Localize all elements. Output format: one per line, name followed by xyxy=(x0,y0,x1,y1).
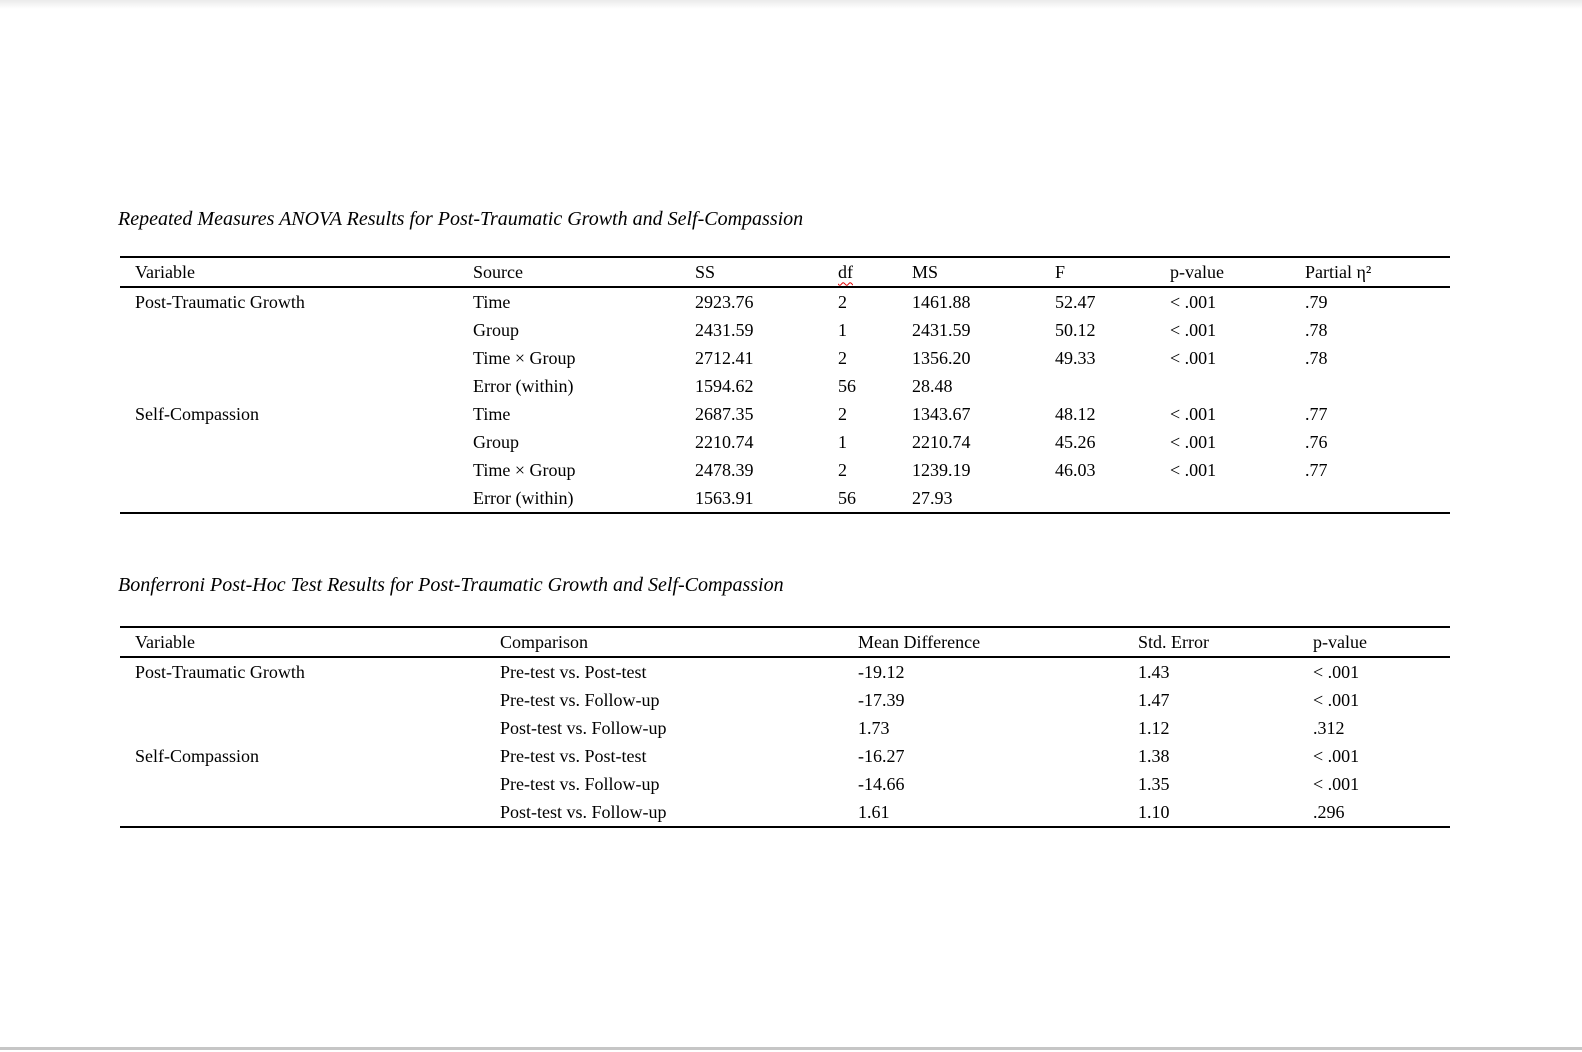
table-cell xyxy=(1170,372,1305,400)
table-cell: < .001 xyxy=(1170,459,1217,480)
table-cell: 28.48 xyxy=(912,375,953,396)
table-cell: 2687.35 xyxy=(695,403,754,424)
table-row xyxy=(120,742,1450,770)
table-row xyxy=(120,372,1450,400)
table-cell: 45.26 xyxy=(1055,431,1096,452)
table-cell xyxy=(1170,484,1305,513)
table-cell: -16.27 xyxy=(858,745,905,766)
table-cell: < .001 xyxy=(1170,431,1217,452)
horizontal-scrollbar-track[interactable] xyxy=(0,1047,1582,1050)
column-header: MS xyxy=(912,257,1055,287)
table-cell: 1239.19 xyxy=(912,459,971,480)
table-row xyxy=(120,798,1450,827)
table-row xyxy=(120,770,1450,798)
posthoc-results-table xyxy=(120,626,1450,828)
table-cell: 2923.76 xyxy=(695,291,754,312)
table-cell: .79 xyxy=(1305,291,1328,312)
table-cell xyxy=(1055,372,1170,400)
table-cell: Post-test vs. Follow-up xyxy=(500,717,667,738)
table-cell: 49.33 xyxy=(1055,347,1096,368)
column-header: F xyxy=(1055,257,1170,287)
table-cell: 1.35 xyxy=(1138,773,1170,794)
table-cell: 2712.41 xyxy=(695,347,754,368)
table-cell: .78 xyxy=(1305,347,1328,368)
table-row xyxy=(120,316,1450,344)
table-cell: 1356.20 xyxy=(912,347,971,368)
table-cell: 50.12 xyxy=(1055,319,1096,340)
table-cell: 56 xyxy=(838,487,856,508)
table-cell: 1.12 xyxy=(1138,717,1170,738)
table-cell: 56 xyxy=(838,375,856,396)
table-row xyxy=(120,428,1450,456)
table-row xyxy=(120,686,1450,714)
row-label-cell xyxy=(120,798,500,827)
row-label-cell xyxy=(120,484,473,513)
table-cell: 2431.59 xyxy=(912,319,971,340)
table-cell: Time xyxy=(473,403,511,424)
table-cell: .296 xyxy=(1313,801,1345,822)
table-cell: Error (within) xyxy=(473,375,574,396)
column-header: Comparison xyxy=(500,627,858,657)
column-header: SS xyxy=(695,257,838,287)
table-cell: 2 xyxy=(838,403,847,424)
table-cell: Time xyxy=(473,291,511,312)
anova-table-title: Repeated Measures ANOVA Results for Post-Traumatic Growth and Self-Compassion xyxy=(118,208,804,230)
table-cell: Pre-test vs. Follow-up xyxy=(500,689,660,710)
row-label-cell xyxy=(120,456,473,484)
row-label-cell: Post-Traumatic Growth xyxy=(135,661,305,682)
header-row xyxy=(120,257,1450,287)
table-cell: Pre-test vs. Follow-up xyxy=(500,773,660,794)
table-cell: .78 xyxy=(1305,319,1328,340)
table-cell: < .001 xyxy=(1170,291,1217,312)
table-cell: < .001 xyxy=(1170,319,1217,340)
row-label-cell xyxy=(120,714,500,742)
table-cell: 2431.59 xyxy=(695,319,754,340)
table-cell: 1.10 xyxy=(1138,801,1170,822)
table-row xyxy=(120,657,1450,686)
table-cell: 1 xyxy=(838,431,847,452)
table-row xyxy=(120,714,1450,742)
column-header: Std. Error xyxy=(1138,627,1313,657)
table-cell: 1.73 xyxy=(858,717,890,738)
table-cell: 1.43 xyxy=(1138,661,1170,682)
table-cell: 52.47 xyxy=(1055,291,1096,312)
column-header: Mean Difference xyxy=(858,627,1138,657)
table-cell: -14.66 xyxy=(858,773,905,794)
row-label-cell xyxy=(120,316,473,344)
table-cell: -19.12 xyxy=(858,661,905,682)
table-cell: Post-test vs. Follow-up xyxy=(500,801,667,822)
table-cell: 1 xyxy=(838,319,847,340)
table-cell: .76 xyxy=(1305,431,1328,452)
row-label-cell: Self-Compassion xyxy=(135,745,259,766)
table-cell: 1461.88 xyxy=(912,291,971,312)
table-cell: Pre-test vs. Post-test xyxy=(500,745,647,766)
row-label-cell: Post-Traumatic Growth xyxy=(135,291,305,312)
header-row xyxy=(120,627,1450,657)
table-cell: 48.12 xyxy=(1055,403,1096,424)
table-cell: 46.03 xyxy=(1055,459,1096,480)
page-top-edge-shadow xyxy=(0,0,1582,9)
table-row xyxy=(120,344,1450,372)
table-cell: Group xyxy=(473,319,519,340)
table-cell: .312 xyxy=(1313,717,1345,738)
table-row xyxy=(120,456,1450,484)
table-cell: 27.93 xyxy=(912,487,953,508)
table-cell: 1594.62 xyxy=(695,375,754,396)
row-label-cell xyxy=(120,770,500,798)
table-cell: .77 xyxy=(1305,459,1328,480)
table-cell: 2 xyxy=(838,459,847,480)
table-cell: 2 xyxy=(838,291,847,312)
column-header xyxy=(838,257,912,287)
column-header: p-value xyxy=(1170,257,1305,287)
table-cell: 1.61 xyxy=(858,801,890,822)
table-cell: 2210.74 xyxy=(912,431,971,452)
table-cell: Group xyxy=(473,431,519,452)
table-cell: 2478.39 xyxy=(695,459,754,480)
table-cell: < .001 xyxy=(1313,745,1360,766)
table-cell: < .001 xyxy=(1313,689,1360,710)
row-label-cell xyxy=(120,428,473,456)
table-cell: 1563.91 xyxy=(695,487,754,508)
table-row xyxy=(120,400,1450,428)
row-label-cell xyxy=(120,344,473,372)
row-label-cell xyxy=(120,686,500,714)
misspelled-word: df xyxy=(838,261,853,282)
column-header: Partial η² xyxy=(1305,257,1450,287)
table-cell: < .001 xyxy=(1313,773,1360,794)
table-cell: Time × Group xyxy=(473,459,576,480)
table-cell xyxy=(1305,484,1450,513)
row-label-cell xyxy=(120,372,473,400)
table-cell: Pre-test vs. Post-test xyxy=(500,661,647,682)
table-cell: < .001 xyxy=(1313,661,1360,682)
table-cell xyxy=(1055,484,1170,513)
table-cell: .77 xyxy=(1305,403,1328,424)
table-cell: Time × Group xyxy=(473,347,576,368)
column-header: Variable xyxy=(120,257,473,287)
column-header: Variable xyxy=(120,627,500,657)
column-header: p-value xyxy=(1313,627,1450,657)
table-cell: 2210.74 xyxy=(695,431,754,452)
table-cell: 2 xyxy=(838,347,847,368)
table-cell: 1343.67 xyxy=(912,403,971,424)
row-label-cell: Self-Compassion xyxy=(135,403,259,424)
table-cell: -17.39 xyxy=(858,689,905,710)
table-row xyxy=(120,287,1450,316)
posthoc-table-title: Bonferroni Post-Hoc Test Results for Post-Traumatic Growth and Self-Compassion xyxy=(118,574,784,596)
table-cell: 1.38 xyxy=(1138,745,1170,766)
table-cell xyxy=(1305,372,1450,400)
table-cell: < .001 xyxy=(1170,347,1217,368)
anova-results-table xyxy=(120,256,1450,514)
table-cell: < .001 xyxy=(1170,403,1217,424)
column-header: Source xyxy=(473,257,695,287)
table-row xyxy=(120,484,1450,513)
table-cell: 1.47 xyxy=(1138,689,1170,710)
table-cell: Error (within) xyxy=(473,487,574,508)
